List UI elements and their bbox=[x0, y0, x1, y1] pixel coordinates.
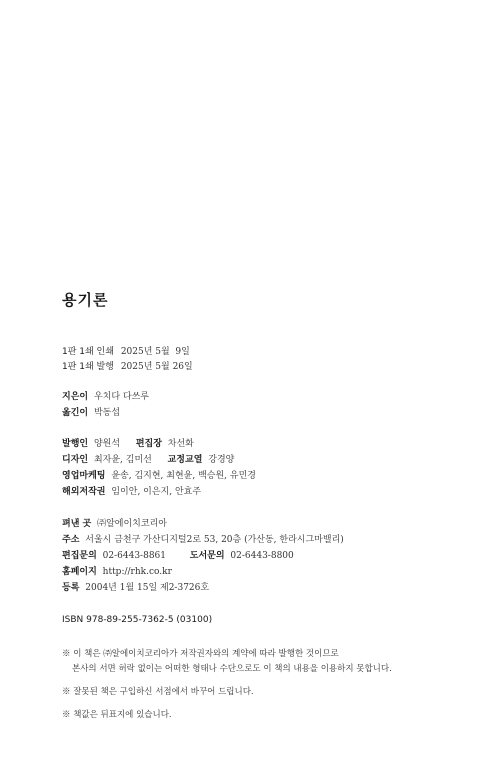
company-line bbox=[62, 518, 167, 530]
foreign-rights-names: 임이안, 이은지, 안효주 bbox=[111, 487, 202, 497]
first-publish-label: 1판 1쇄 발행 bbox=[62, 362, 114, 372]
homepage-label: 홈페이지 bbox=[62, 567, 97, 577]
copyright-notice-line2: 본사의 서면 허락 없이는 어떠한 형태나 수단으로도 이 책의 내용을 이용하지 못합니다. bbox=[72, 664, 392, 674]
book-title: 용기론 bbox=[62, 291, 109, 309]
address-label: 주소 bbox=[62, 535, 80, 545]
translator-name: 박동섭 bbox=[93, 408, 121, 418]
foreign-rights-label: 해외저작권 bbox=[62, 487, 106, 497]
first-print-line bbox=[62, 346, 190, 358]
author-label: 지은이 bbox=[62, 392, 89, 402]
registration-line bbox=[62, 582, 209, 594]
editor-in-chief-name: 차선화 bbox=[167, 439, 194, 449]
design-label: 디자인 bbox=[62, 455, 89, 465]
author-name: 우치다 다쓰루 bbox=[93, 392, 149, 402]
publisher-label: 발행인 bbox=[62, 439, 89, 449]
price-notice: ※ 책값은 뒤표지에 있습니다. bbox=[62, 710, 172, 720]
publisher-name: 양원석 bbox=[93, 439, 121, 449]
first-print-date: 2025년 5월 9일 bbox=[120, 347, 190, 357]
design-proofreading-line bbox=[62, 454, 234, 466]
proofreading-label: 교정교열 bbox=[167, 455, 203, 465]
publisher-editor-line bbox=[62, 438, 194, 450]
editorial-label: 편집문의 bbox=[62, 551, 97, 561]
homepage-url: http://rhk.co.kr bbox=[102, 567, 172, 577]
homepage-line bbox=[62, 566, 172, 578]
design-names: 최자윤, 김미선 bbox=[93, 455, 152, 465]
address-text: 서울시 금천구 가산디지털2로 53, 20층 (가산동, 한라시그마밸리) bbox=[85, 535, 344, 545]
first-print-label: 1판 1쇄 인쇄 bbox=[62, 347, 114, 357]
address-line bbox=[62, 534, 344, 546]
company-label: 펴낸 곳 bbox=[62, 519, 92, 529]
copyright-notice-line1: ※ 이 책은 ㈜알에이치코리아가 저작권자와의 계약에 따라 발행한 것이므로 bbox=[62, 649, 339, 659]
editor-in-chief-label: 편집장 bbox=[135, 439, 162, 449]
marketing-label: 영업마케팅 bbox=[62, 471, 106, 481]
contact-line bbox=[62, 550, 294, 562]
first-publish-date: 2025년 5월 26일 bbox=[120, 362, 193, 372]
author-line bbox=[62, 391, 149, 403]
foreign-rights-line bbox=[62, 486, 201, 498]
translator-label: 옮긴이 bbox=[62, 408, 89, 418]
company-name: ㈜알에이치코리아 bbox=[97, 519, 167, 529]
registration-label: 등록 bbox=[62, 583, 80, 593]
editorial-phone: 02-6443-8861 bbox=[102, 551, 166, 561]
marketing-line bbox=[62, 470, 256, 482]
isbn: ISBN 978-89-255-7362-5 (03100) bbox=[62, 615, 213, 625]
orders-label: 도서문의 bbox=[189, 551, 225, 561]
proofreading-name: 강경양 bbox=[208, 455, 235, 465]
marketing-names: 윤송, 김지현, 최현윤, 백승원, 유민경 bbox=[111, 471, 256, 481]
orders-phone: 02-6443-8800 bbox=[230, 551, 294, 561]
registration-text: 2004년 1월 15일 제2-3726호 bbox=[85, 583, 210, 593]
exchange-notice: ※ 잘못된 책은 구입하신 서점에서 바꾸어 드립니다. bbox=[62, 687, 254, 697]
first-publish-line bbox=[62, 361, 193, 373]
translator-line bbox=[62, 407, 120, 419]
